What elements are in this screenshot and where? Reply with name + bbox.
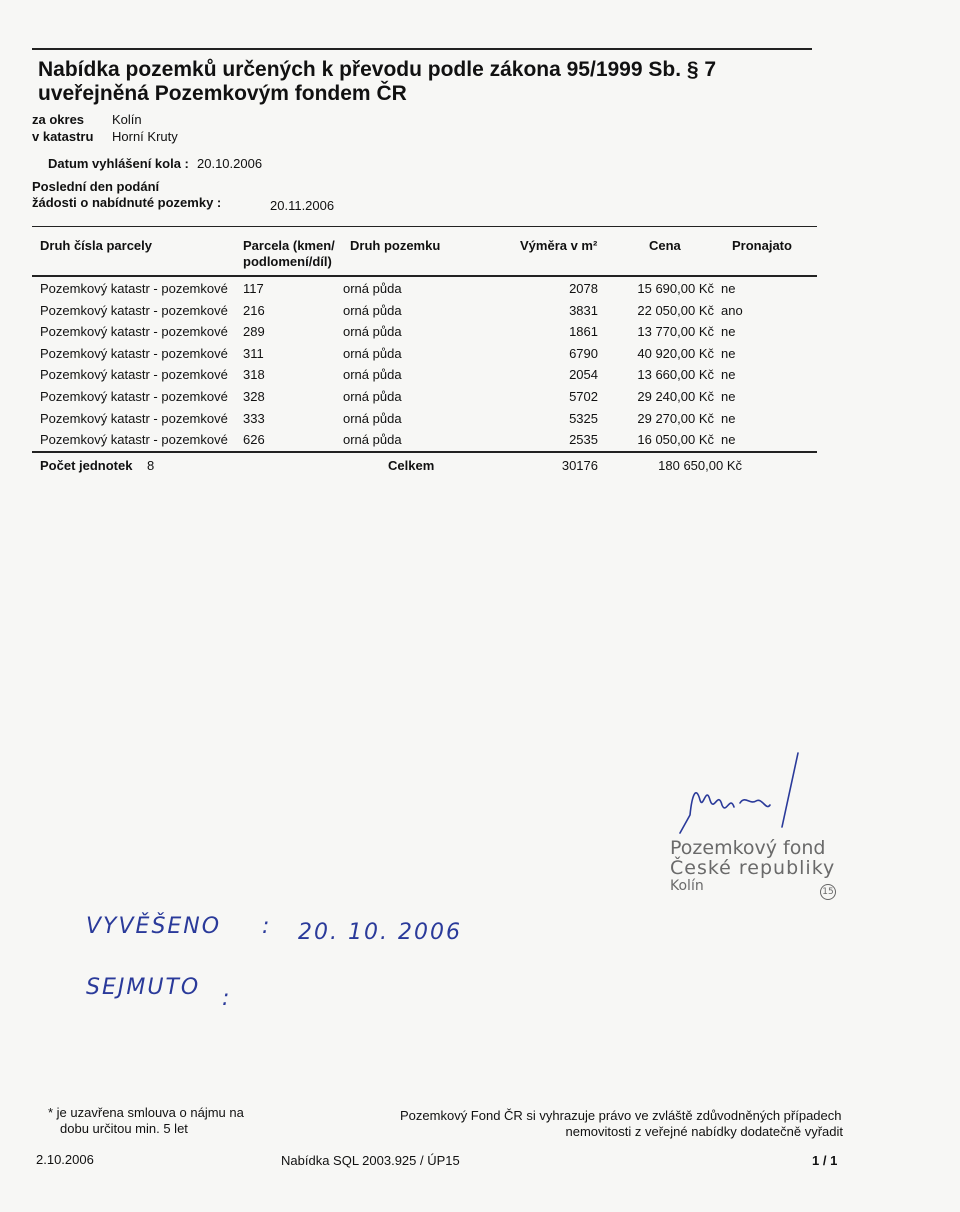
table-row [32, 430, 817, 452]
cell-druh: Pozemkový katastr - pozemkové [40, 281, 228, 296]
cell-pronajato: ne [721, 367, 736, 382]
cell-parcela: 328 [243, 389, 265, 404]
table-row [32, 344, 817, 366]
cell-vymera: 5325 [569, 411, 598, 426]
cell-parcela: 216 [243, 303, 265, 318]
cell-pronajato: ne [721, 324, 736, 339]
posledni-label-2: žádosti o nabídnuté pozemky : [32, 195, 222, 210]
document-title [38, 58, 716, 106]
page-number: 1 / 1 [812, 1153, 838, 1168]
cell-pozemek: orná půda [343, 281, 402, 296]
table-row [32, 387, 817, 409]
cell-vymera: 2054 [569, 367, 598, 382]
cell-parcela: 117 [243, 281, 264, 296]
table-header [32, 226, 817, 277]
pocet-label: Počet jednotek [40, 458, 133, 473]
col-pronajato: Pronajato [732, 238, 792, 253]
col-druh-cisla: Druh čísla parcely [40, 238, 152, 253]
cell-vymera: 5702 [569, 389, 598, 404]
footnote-line-1: * je uzavřena smlouva o nájmu na [48, 1105, 244, 1120]
cell-cena: 29 270,00 Kč [637, 411, 714, 426]
cell-cena: 15 690,00 Kč [637, 281, 714, 296]
celkem-cena: 180 650,00 Kč [658, 458, 742, 473]
top-rule [32, 48, 812, 50]
disclaimer-line-1: Pozemkový Fond ČR si vyhrazuje právo ve zvláště zdůvodněných případech [400, 1108, 842, 1123]
cell-druh: Pozemkový katastr - pozemkové [40, 324, 228, 339]
cell-pronajato: ne [721, 346, 736, 361]
table-row [32, 279, 817, 301]
stamp-number: 15 [820, 884, 836, 900]
datum-value: 20.10.2006 [197, 156, 263, 171]
disclaimer-line-2: nemovitosti z veřejné nabídky dodatečně vyřadit [565, 1124, 843, 1139]
col-cena: Cena [649, 238, 681, 253]
cell-pronajato: ne [721, 281, 736, 296]
cell-vymera: 2535 [569, 432, 598, 447]
pocet-value: 8 [147, 458, 155, 473]
handwritten-colon: : [262, 914, 272, 939]
posledni-label-1: Poslední den podání [32, 179, 160, 194]
handwritten-sejmuto-colon: : [222, 986, 232, 1011]
cell-parcela: 311 [243, 346, 264, 361]
table-footer [32, 456, 817, 478]
stamp-line-1: Pozemkový fond [670, 837, 826, 859]
print-date: 2.10.2006 [36, 1152, 94, 1167]
title-line-1: Nabídka pozemků určených k převodu podle zákona 95/1999 Sb. § 7 [38, 58, 717, 81]
table-row [32, 365, 817, 387]
cell-pozemek: orná půda [343, 303, 402, 318]
title-line-2: uveřejněná Pozemkovým fondem ČR [38, 82, 407, 105]
handwritten-vyveseno: VYVĚŠENO [86, 914, 222, 939]
cell-cena: 40 920,00 Kč [637, 346, 714, 361]
office-stamp [670, 837, 836, 897]
cell-parcela: 333 [243, 411, 265, 426]
cell-cena: 13 770,00 Kč [637, 324, 714, 339]
table-row [32, 322, 817, 344]
stamp-line-3: Kolín [670, 878, 704, 894]
table-row [32, 301, 817, 323]
katastr-value: Horní Kruty [112, 129, 178, 144]
datum-label: Datum vyhlášení kola : [48, 156, 189, 171]
posledni-value: 20.11.2006 [270, 198, 335, 213]
cell-pronajato: ne [721, 389, 736, 404]
cell-parcela: 626 [243, 432, 265, 447]
okres-value: Kolín [112, 112, 142, 127]
cell-pozemek: orná půda [343, 411, 402, 426]
report-id: Nabídka SQL 2003.925 / ÚP15 [281, 1153, 460, 1168]
table-footer-rule [32, 451, 817, 453]
cell-parcela: 318 [243, 367, 265, 382]
celkem-label: Celkem [388, 458, 435, 473]
cell-pozemek: orná půda [343, 389, 402, 404]
col-vymera: Výměra v m² [520, 238, 598, 253]
cell-pronajato: ne [721, 411, 736, 426]
cell-pronajato: ano [721, 303, 743, 318]
cell-parcela: 289 [243, 324, 265, 339]
footnote-line-2: dobu určitou min. 5 let [60, 1121, 188, 1136]
stamp-line-2: České republiky [670, 857, 836, 879]
cell-pozemek: orná půda [343, 432, 402, 447]
col-parcela-line-1: Parcela (kmen/ [243, 238, 335, 253]
cell-cena: 22 050,00 Kč [637, 303, 714, 318]
signature [670, 745, 830, 845]
cell-pronajato: ne [721, 432, 736, 447]
katastr-label: v katastru [32, 129, 94, 144]
cell-vymera: 1861 [569, 324, 598, 339]
cell-druh: Pozemkový katastr - pozemkové [40, 346, 228, 361]
cell-druh: Pozemkový katastr - pozemkové [40, 303, 228, 318]
celkem-vymera: 30176 [561, 458, 598, 473]
cell-cena: 13 660,00 Kč [637, 367, 714, 382]
col-druh-pozemku: Druh pozemku [350, 238, 441, 253]
cell-druh: Pozemkový katastr - pozemkové [40, 389, 228, 404]
col-parcela [243, 238, 335, 270]
cell-pozemek: orná půda [343, 367, 402, 382]
cell-cena: 29 240,00 Kč [637, 389, 714, 404]
cell-druh: Pozemkový katastr - pozemkové [40, 367, 228, 382]
cell-pozemek: orná půda [343, 324, 402, 339]
col-parcela-line-2: podlomení/díl) [243, 254, 332, 269]
cell-druh: Pozemkový katastr - pozemkové [40, 411, 228, 426]
cell-vymera: 6790 [569, 346, 598, 361]
cell-pozemek: orná půda [343, 346, 402, 361]
handwritten-sejmuto: SEJMUTO [86, 975, 201, 1000]
okres-label: za okres [32, 112, 85, 127]
handwritten-date: 20. 10. 2006 [298, 920, 462, 945]
cell-cena: 16 050,00 Kč [637, 432, 714, 447]
cell-druh: Pozemkový katastr - pozemkové [40, 432, 228, 447]
cell-vymera: 3831 [569, 303, 598, 318]
cell-vymera: 2078 [569, 281, 598, 296]
table-row [32, 409, 817, 431]
